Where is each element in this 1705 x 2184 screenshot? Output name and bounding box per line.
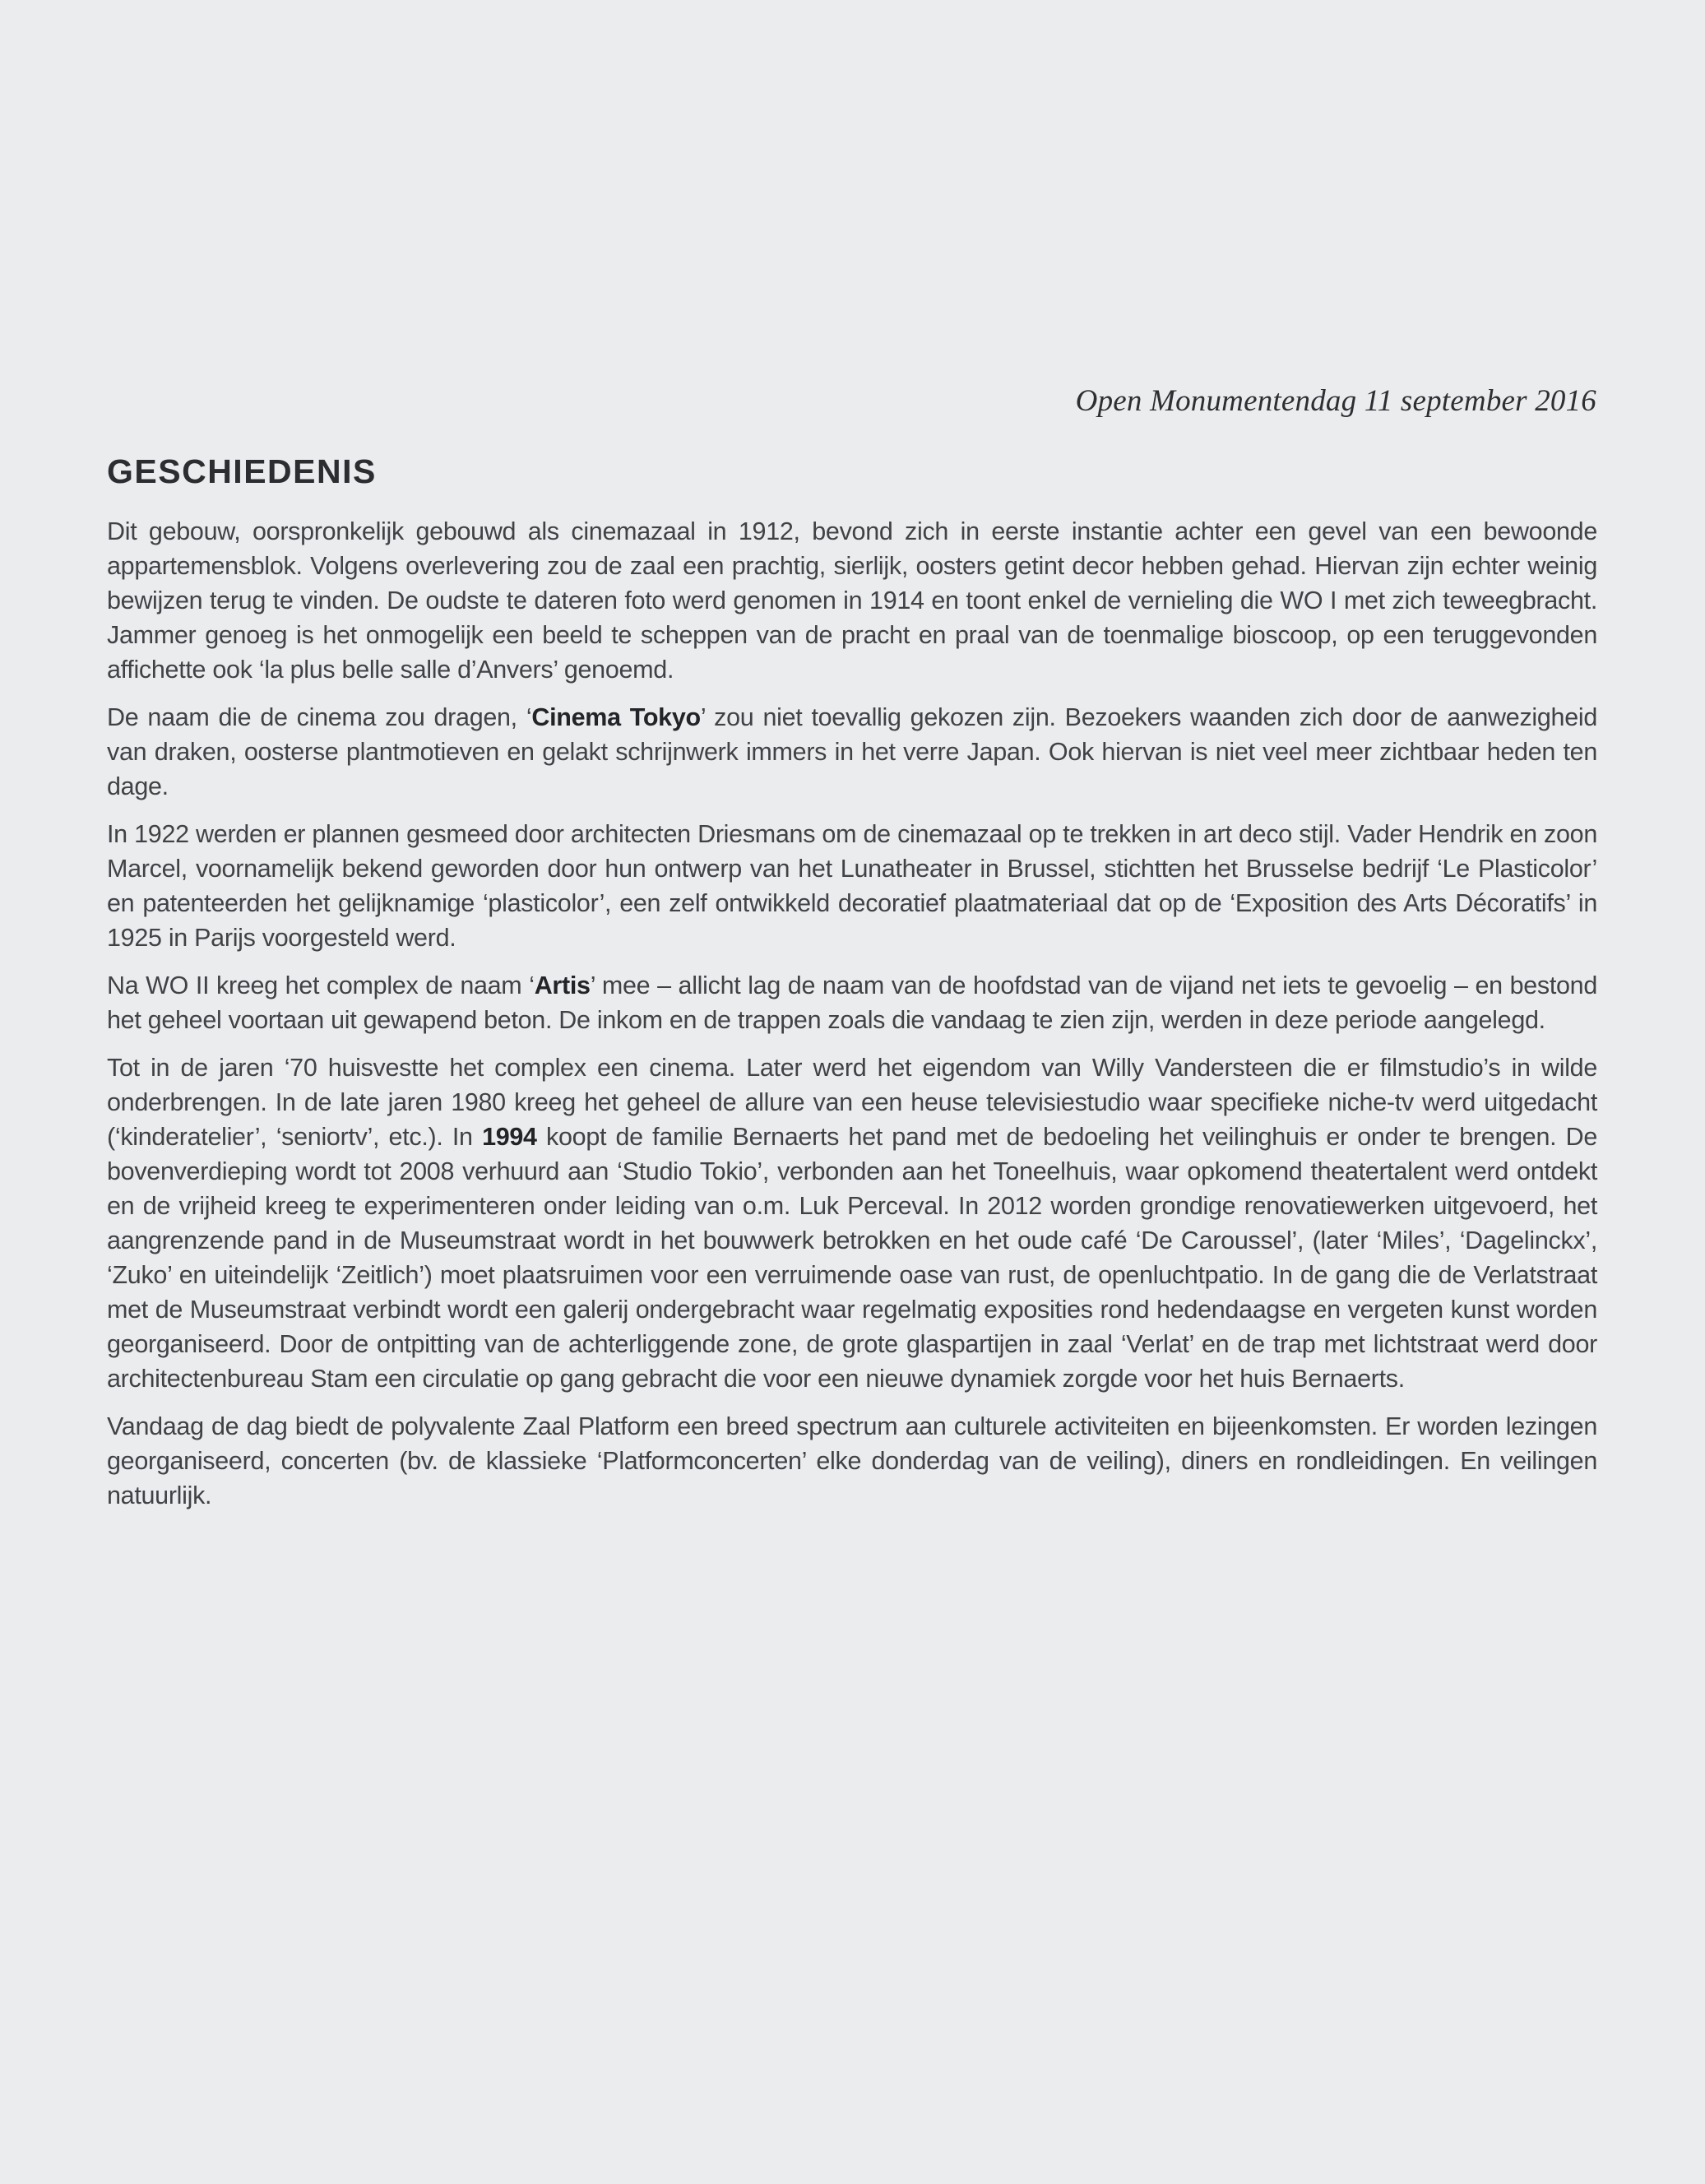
paragraph-2-text-a: De naam die de cinema zou dragen, ‘	[107, 703, 532, 731]
paragraph-2-text-b: ’ zou niet toevallig gekozen zijn. Bezoekers waanden zich door de aanwezigheid van draken, oosterse plantmotieven en gelakt schrijnwerk immers in het verre Japan. Ook hiervan is niet veel meer zichtbaar heden ten dage.	[107, 703, 1597, 800]
paragraph-4-text-a: Na WO II kreeg het complex de naam ‘	[107, 971, 535, 999]
paragraph-3: In 1922 werden er plannen gesmeed door architecten Driesmans om de cinemazaal op te trekken in art deco stijl. Vader Hendrik en zoon Marcel, voornamelijk bekend geworden door hun ontwerp van het Lunatheater in Brussel, stichtten het Brusselse bedrijf ‘Le Plasticolor’ en patenteerden het gelijknamige ‘plasticolor’, een zelf ontwikkeld decoratief plaatmateriaal dat op de ‘Exposition des Arts Décoratifs’ in 1925 in Parijs voorgesteld werd.	[107, 820, 1597, 952]
paragraph-5	[107, 1050, 1597, 1396]
body-text	[107, 514, 1597, 1526]
cinema-tokyo-name: Cinema Tokyo	[531, 703, 701, 731]
paragraph-2	[107, 700, 1597, 804]
paragraph-6: Vandaag de dag biedt de polyvalente Zaal Platform een breed spectrum aan culturele activiteiten en bijeenkomsten. Er worden lezingen georganiseerd, concerten (bv. de klassieke ‘Platformconcerten’ elke donderdag van de veiling), diners en rondleidingen. En veilingen natuurlijk.	[107, 1412, 1597, 1509]
paragraph-4-text-b: ’ mee – allicht lag de naam van de hoofdstad van de vijand net iets te gevoelig – en bestond het geheel voortaan uit gewapend beton. De inkom en de trappen zoals die vandaag te zien zijn, werden in deze periode aangelegd.	[107, 971, 1598, 1034]
paragraph-4	[107, 968, 1597, 1037]
paragraph-1: Dit gebouw, oorspronkelijk gebouwd als cinemazaal in 1912, bevond zich in eerste instantie achter een gevel van een bewoonde appartemensblok. Volgens overlevering zou de zaal een prachtig, sierlijk, oosters getint decor hebben gehad. Hiervan zijn echter weinig bewijzen terug te vinden. De oudste te dateren foto werd genomen in 1914 en toont enkel de vernieling die WO I met zich teweegbracht. Jammer genoeg is het onmogelijk een beeld te scheppen van de pracht en praal van de toenmalige bioscoop, op een teruggevonden affichette ook ‘la plus belle salle d’Anvers’ genoemd.	[107, 517, 1597, 684]
year-1994: 1994	[482, 1123, 537, 1151]
artis-name: Artis	[534, 971, 591, 999]
section-heading: GESCHIEDENIS	[107, 452, 377, 490]
paragraph-5-text-b: koopt de familie Bernaerts het pand met de bedoeling het veilinghuis er onder te brengen. De bovenverdieping wordt tot 2008 verhuurd aan ‘Studio Tokio’, verbonden aan het Toneelhuis, waar opkomend theatertalent werd ontdekt en de vrijheid kreeg te experimenteren onder leiding van o.m. Luk Perceval. In 2012 worden grondige renovatiewerken uitgevoerd, het aangrenzende pand in de Museumstraat wordt in het bouwwerk betrokken en het oude café ‘De Caroussel’, (later ‘Miles’, ‘Dagelinckx’, ‘Zuko’ en uiteindelijk ‘Zeitlich’) moet plaatsruimen voor een verruimende oase van rust, de openluchtpatio. In de gang die de Verlatstraat met de Museumstraat verbindt wordt een galerij ondergebracht waar regelmatig exposities rond hedendaagse en vergeten kunst worden georganiseerd. Door de ontpitting van de achterliggende zone, de grote glaspartijen in zaal ‘Verlat’ en de trap met lichtstraat werd door architectenbureau Stam een circulatie op gang gebracht die voor een nieuwe dynamiek zorgde voor het huis Bernaerts.	[107, 1123, 1598, 1393]
paragraph-5-text-a: Tot in de jaren ‘70 huisvestte het complex een cinema. Later werd het eigendom van Willy Vandersteen die er filmstudio’s in wilde onderbrengen. In de late jaren 1980 kreeg het geheel de allure van een heuse televisiestudio waar specifieke niche-tv werd uitgedacht (‘kinderatelier’, ‘seniortv’, etc.). In	[107, 1054, 1597, 1151]
event-title: Open Monumentendag 11 september 2016	[1075, 384, 1596, 418]
